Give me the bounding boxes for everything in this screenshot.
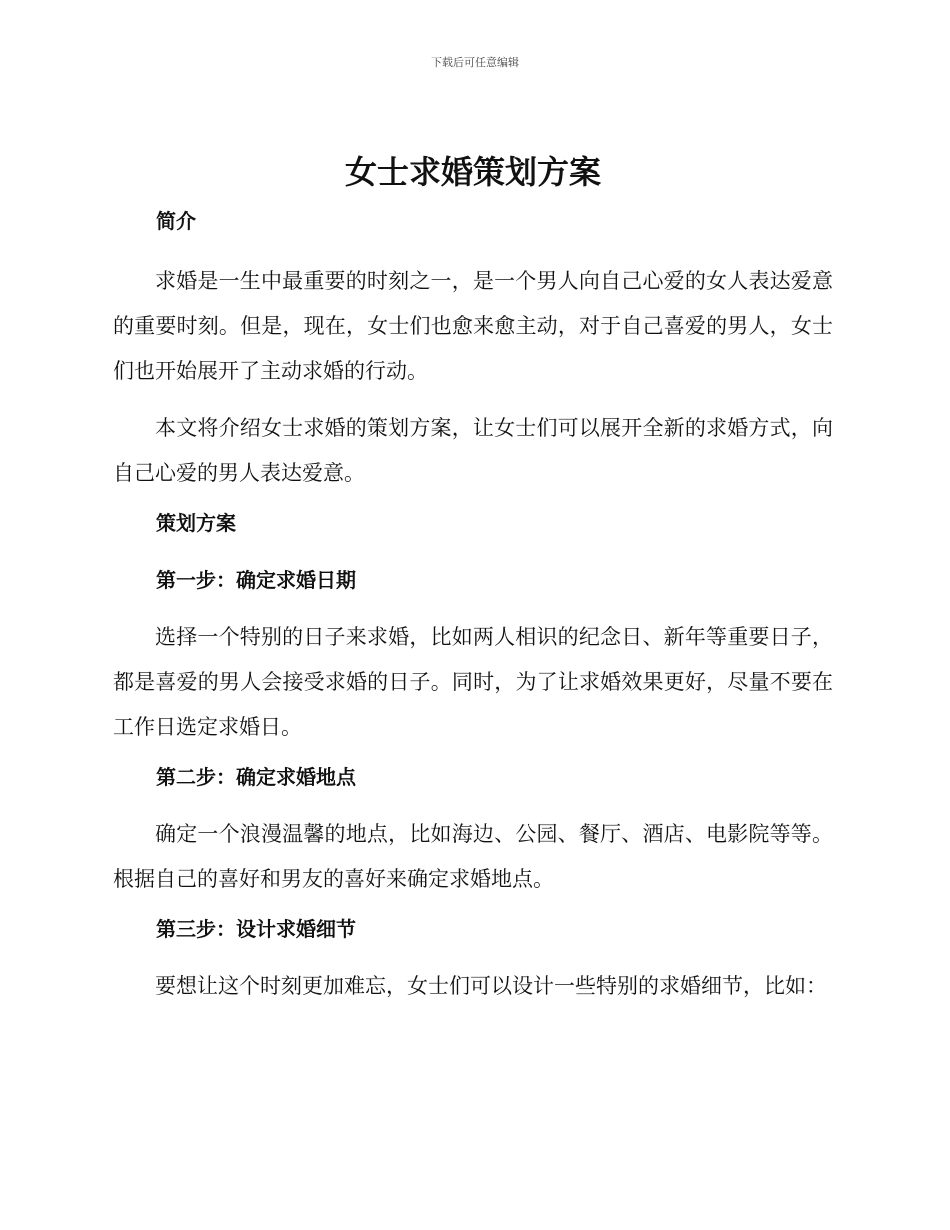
step-heading: 第二步：确定求婚地点 (156, 765, 356, 789)
step-heading: 第一步：确定求婚日期 (156, 568, 356, 592)
step-heading: 第三步：设计求婚细节 (156, 917, 356, 941)
page-header-note: 下载后可任意编辑 (431, 56, 519, 69)
step-paragraph: 选择一个特别的日子来求婚，比如两人相识的纪念日、新年等重要日子，都是喜爱的男人会接受求婚的日子。同时，为了让求婚效果更好，尽量不要在工作日选定求婚日。 (113, 625, 833, 739)
section-heading-intro: 简介 (156, 209, 196, 233)
step-paragraph: 确定一个浪漫温馨的地点，比如海边、公园、餐厅、酒店、电影院等等。根据自己的喜好和男友的喜好来确定求婚地点。 (113, 822, 833, 891)
intro-paragraph: 求婚是一生中最重要的时刻之一，是一个男人向自己心爱的女人表达爱意的重要时刻。但是，现在，女士们也愈来愈主动，对于自己喜爱的男人，女士们也开始展开了主动求婚的行动。 (113, 269, 833, 383)
intro-paragraph: 本文将介绍女士求婚的策划方案，让女士们可以展开全新的求婚方式，向自己心爱的男人表达爱意。 (113, 416, 833, 485)
document-title: 女士求婚策划方案 (344, 153, 601, 191)
document-body (113, 148, 833, 1009)
section-heading-plan: 策划方案 (156, 511, 236, 535)
step-paragraph: 要想让这个时刻更加难忘，女士们可以设计一些特别的求婚细节，比如： (155, 974, 827, 998)
